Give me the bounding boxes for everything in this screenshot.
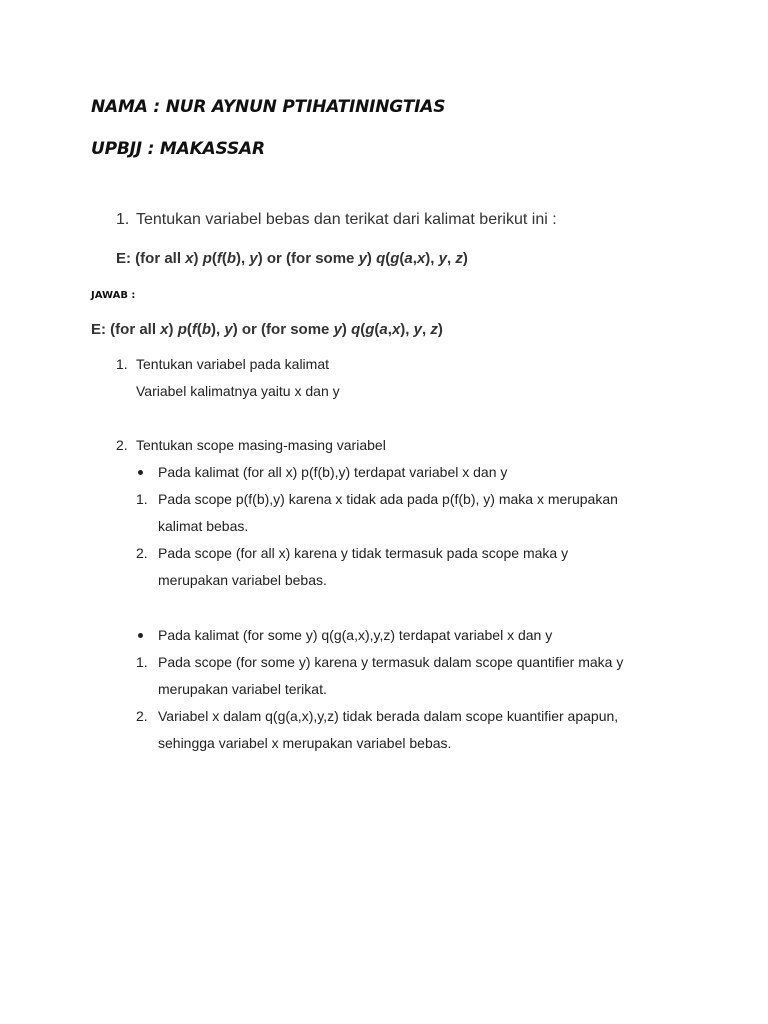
bullet2-text: Pada kalimat (for some y) q(g(a,x),y,z) terdapat variabel x dan y xyxy=(158,627,553,643)
bullet1-item1-line1: Pada scope p(f(b),y) karena x tidak ada pada p(f(b), y) maka x merupakan xyxy=(158,491,618,507)
bullet1-item2-line1: Pada scope (for all x) karena y tidak termasuk pada scope maka y xyxy=(158,545,569,561)
bullet2-item1-line2: merupakan variabel terikat. xyxy=(158,681,327,697)
bullet-dot xyxy=(138,633,143,638)
step2-title: Tentukan scope masing-masing variabel xyxy=(136,437,386,453)
name-heading: NAMA : NUR AYNUN PTIHATININGTIAS xyxy=(91,97,446,117)
answer-formula: E: (for all x) p(f(b), y) or (for some y) q(g(a,x), y, z) xyxy=(91,321,443,338)
question-number: 1. xyxy=(116,211,130,228)
question-text: Tentukan variabel bebas dan terikat dari kalimat berikut ini : xyxy=(136,211,557,228)
bullet1-item1-number: 1. xyxy=(136,491,148,507)
bullet1-text: Pada kalimat (for all x) p(f(b),y) terdapat variabel x dan y xyxy=(158,464,508,480)
bullet2-item2-line2: sehingga variabel x merupakan variabel bebas. xyxy=(158,735,452,751)
bullet1-item1-line2: kalimat bebas. xyxy=(158,518,249,534)
bullet-dot xyxy=(138,470,143,475)
bullet2-item1-number: 1. xyxy=(136,654,148,670)
answer-label: JAWAB : xyxy=(91,290,136,301)
bullet2-item2-number: 2. xyxy=(136,708,148,724)
upbjj-heading: UPBJJ : MAKASSAR xyxy=(91,139,265,159)
bullet1-item2-number: 2. xyxy=(136,545,148,561)
bullet2-item1-line1: Pada scope (for some y) karena y termasuk dalam scope quantifier maka y xyxy=(158,654,624,670)
step1-detail: Variabel kalimatnya yaitu x dan y xyxy=(136,383,340,399)
step1-title: Tentukan variabel pada kalimat xyxy=(136,356,330,372)
bullet1-item2-line2: merupakan variabel bebas. xyxy=(158,572,327,588)
step1-number: 1. xyxy=(116,356,128,372)
step2-number: 2. xyxy=(116,437,128,453)
bullet2-item2-line1: Variabel x dalam q(g(a,x),y,z) tidak berada dalam scope kuantifier apapun, xyxy=(158,708,619,724)
question-formula: E: (for all x) p(f(b), y) or (for some y) q(g(a,x), y, z) xyxy=(116,250,468,267)
